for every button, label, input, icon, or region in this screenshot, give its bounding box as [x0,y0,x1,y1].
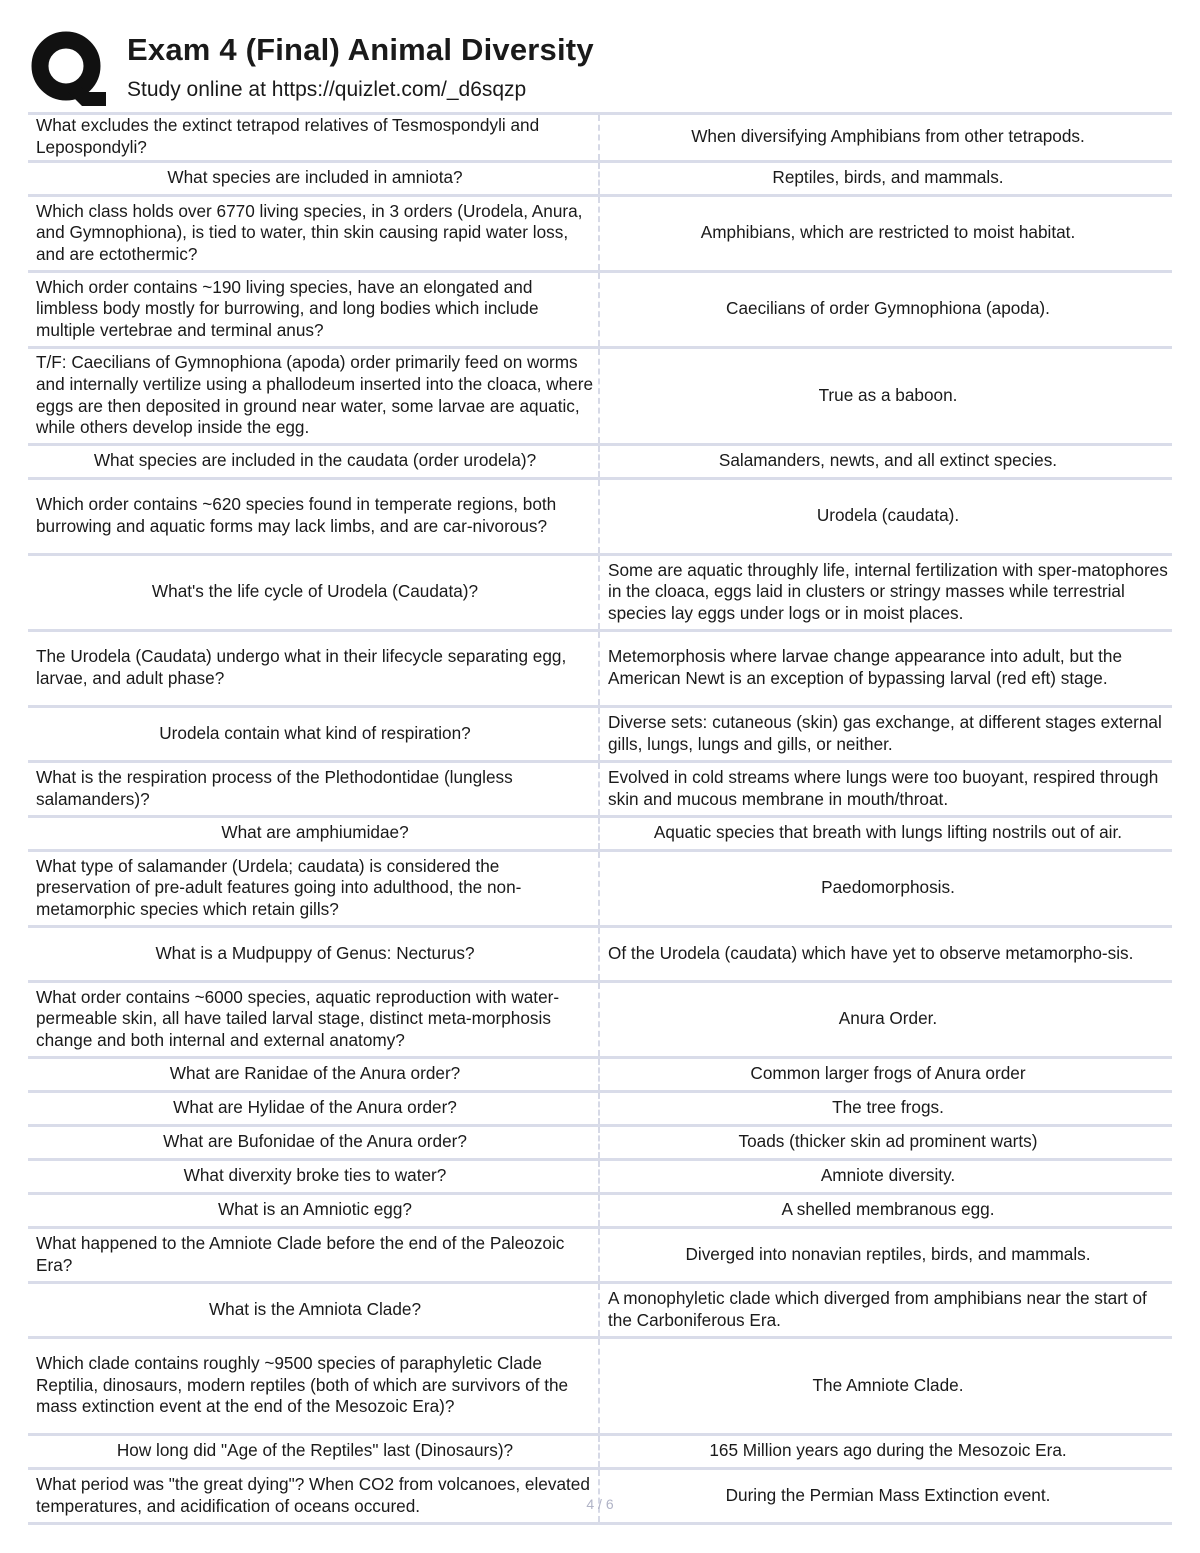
card-answer: When diversifying Amphibians from other tetrapods. [691,126,1085,147]
card-answer: Urodela (caudata). [816,505,960,526]
card-question: T/F: Caecilians of Gymnophiona (apoda) order primarily feed on worms and internally vertilize using a phallodeum inserted into the cloaca, where eggs are then deposited in ground near water, some larvae are aquatic, while others develop inside the egg. [28,349,600,443]
card-row [28,1056,1172,1090]
card-question: What are Bufonidae of the Anura order? [28,1127,600,1158]
page-number: 4 / 6 [586,1496,614,1512]
card-row [28,760,1172,815]
card-row [28,112,1172,160]
card-row [28,1090,1172,1124]
card-answer: Metemorphosis where larvae change appearance into adult, but the American Newt is an exception of bypassing larval (red eft) stage. [608,646,1123,688]
card-answer: Toads (thicker skin ad prominent warts) [738,1131,1038,1152]
card-row [28,980,1172,1056]
card-answer: Caecilians of order Gymnophiona (apoda). [726,298,1050,319]
card-answer: Salamanders, newts, and all extinct species. [718,450,1058,471]
card-row [28,553,1172,629]
card-row [28,443,1172,477]
card-row [28,925,1172,980]
card-answer: Diverse sets: cutaneous (skin) gas exchange, at different stages external gills, lungs, lungs and gills, or neither. [608,711,1162,754]
card-answer: 165 Million years ago during the Mesozoic Era. [709,1440,1067,1461]
card-answer: A shelled membranous egg. [781,1199,995,1220]
card-question: What's the life cycle of Urodela (Caudata)? [28,556,600,629]
card-row [28,1192,1172,1226]
card-row [28,815,1172,849]
card-row [28,1433,1172,1467]
card-row [28,160,1172,194]
page-header [30,28,1180,108]
card-question: Which clade contains roughly ~9500 species of paraphyletic Clade Reptilia, dinosaurs, modern reptiles (both of which are survivors of the mass extinction event at the end of the Mesozoic Era)? [28,1339,600,1433]
card-answer: Diverged into nonavian reptiles, birds, and mammals. [685,1243,1091,1264]
card-row [28,194,1172,270]
card-answer: Common larger frogs of Anura order [750,1063,1026,1084]
card-question: What species are included in amniota? [28,163,600,194]
card-question: Which order contains ~620 species found in temperate regions, both burrowing and aquatic forms may lack limbs, and are car-nivorous? [28,480,600,553]
card-answer: Amphibians, which are restricted to moist habitat. [700,222,1076,243]
card-answer: Evolved in cold streams where lungs were too buoyant, respired through skin and mucous membrane in mouth/throat. [608,766,1159,809]
card-question: What is an Amniotic egg? [28,1195,600,1226]
card-answer: A monophyletic clade which diverged from amphibians near the start of the Carboniferous Era. [608,1287,1147,1330]
card-question: How long did "Age of the Reptiles" last (Dinosaurs)? [28,1436,600,1467]
card-answer: During the Permian Mass Extinction event. [725,1484,1051,1505]
card-question: What type of salamander (Urdela; caudata) is considered the preservation of pre-adult features going into adulthood, the non-metamorphic species which retain gills? [28,852,600,925]
card-row [28,1124,1172,1158]
card-question: What period was "the great dying"? When CO2 from volcanoes, elevated temperatures, and acidification of oceans occured. [28,1470,600,1522]
card-row [28,270,1172,346]
card-row [28,477,1172,553]
card-row [28,1226,1172,1281]
card-question: What diverxity broke ties to water? [28,1161,600,1192]
card-row [28,629,1172,705]
page-title: Exam 4 (Final) Animal Diversity [127,32,594,67]
card-answer: Reptiles, birds, and mammals. [772,167,1004,188]
card-question: The Urodela (Caudata) undergo what in their lifecycle separating egg, larvae, and adult phase? [28,632,600,705]
card-answer: True as a baboon. [818,384,958,405]
flashcard-table [28,112,1172,1525]
card-question: What species are included in the caudata (order urodela)? [28,446,600,477]
card-question: Which class holds over 6770 living species, in 3 orders (Urodela, Anura, and Gymnophiona), is tied to water, thin skin causing rapid water loss, and are ectothermic? [28,197,600,270]
card-row [28,705,1172,760]
card-question: What are Ranidae of the Anura order? [28,1059,600,1090]
card-question: What are Hylidae of the Anura order? [28,1093,600,1124]
card-answer: The Amniote Clade. [812,1374,964,1395]
card-row [28,1336,1172,1433]
card-question: Which order contains ~190 living species, have an elongated and limbless body mostly for burrowing, and long bodies which include multiple vertebrae and terminal anus? [28,273,600,346]
card-question: What order contains ~6000 species, aquatic reproduction with water-permeable skin, all have tailed larval stage, distinct meta-morphosis change and both internal and external anatomy? [28,983,600,1056]
card-question: What happened to the Amniote Clade before the end of the Paleozoic Era? [28,1229,600,1281]
card-answer: Aquatic species that breath with lungs lifting nostrils out of air. [653,822,1123,843]
card-question: What excludes the extinct tetrapod relatives of Tesmospondyli and Lepospondyli? [28,115,600,160]
card-answer: Some are aquatic throughly life, internal fertilization with sper-matophores in the cloaca, eggs laid in clusters or stringy masses while terrestrial species lay eggs under logs or in moist places. [608,559,1168,623]
card-question: What is a Mudpuppy of Genus: Necturus? [28,928,600,980]
card-answer: Anura Order. [838,1008,938,1029]
card-question: Urodela contain what kind of respiration? [28,708,600,760]
card-answer: Paedomorphosis. [821,877,955,898]
quizlet-logo-icon [30,30,106,106]
card-row [28,1158,1172,1192]
card-row [28,346,1172,443]
card-question: What is the respiration process of the Plethodontidae (lungless salamanders)? [28,763,600,815]
card-row [28,849,1172,925]
card-answer: Amniote diversity. [820,1165,956,1186]
card-answer: Of the Urodela (caudata) which have yet to observe metamorpho-sis. [608,942,1134,963]
page-subtitle: Study online at https://quizlet.com/_d6sqzp [127,78,527,101]
card-answer: The tree frogs. [832,1097,944,1118]
card-question: What is the Amniota Clade? [28,1284,600,1336]
card-question: What are amphiumidae? [28,818,600,849]
card-row [28,1281,1172,1336]
